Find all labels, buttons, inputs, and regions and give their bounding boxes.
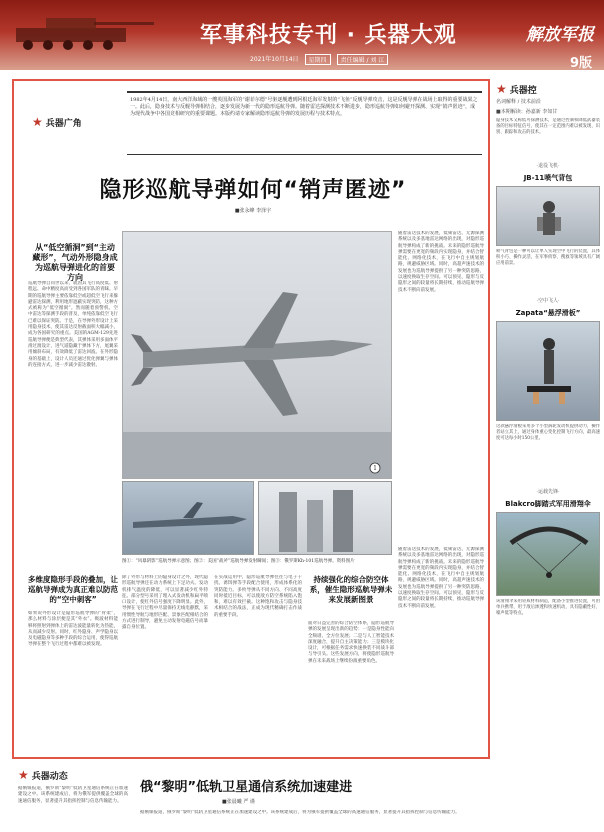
main-article: [12, 79, 490, 759]
lead-subheading: 从“低空循洞”到“主动藏形”，气动外形隐身成为巡航导弹进化的首要方向: [32, 243, 118, 282]
section-label: [32, 115, 82, 129]
sidebar: [496, 82, 600, 832]
bottom-section-label-text: 兵器动态: [31, 771, 68, 782]
paraglider-photo: [496, 512, 600, 596]
sidebar-title-3: Blakcro脚踏式军用滑翔伞: [505, 500, 591, 508]
missile-photo-3: [258, 481, 392, 555]
missile-illustration: [123, 232, 392, 479]
bottom-text: 据俄媒报道，俄罗斯“黎明”低轨卫星通信系统正在加速建设之中。该系统建成后，将为俄军提供覆盖全球的高速通信服务，显著提升其指挥控制与信息传输能力。: [18, 786, 128, 804]
page-header: [0, 0, 604, 70]
subheading-3: 持续强化的综合防空体系，催生隐形巡航导弹未来发展新图景: [309, 575, 393, 604]
sidebar-kicker-1: ·退役飞机·: [536, 163, 560, 169]
issue-date: 2021年10月14日: [250, 56, 299, 63]
article-column-4: 随着雷达技术的发展，低频雷达、无源探测系统以及多基地雷达网络的出现，对隐形巡航导弹构成了新的挑战。未来的隐形巡航导弹需要在更宽的频段内实现隐身，并结合智能化、网络化技术，在飞行中自主规划航路，规避威胁区域。同时，高超声速技术的发展也为巡航导弹提供了另一种突防思路，以速度换取生存空间。可以预见，隐形与反隐形之间的较量将长期持续，推动巡航导弹技术不断向前发展。: [398, 231, 484, 293]
jetpack-photo: [496, 186, 600, 246]
article-column-5: 面对日益完善的综合防空体系，隐形巡航导弹的发展呈现出新的趋势：一是隐身性能向全频谱、全方位发展；二是与人工智能技术深度融合，提升自主决策能力；三是模块化设计，可根据任务需求快速换装不同战斗部与导引头。这些发展方向，将使隐形巡航导弹在未来战场上继续扮演重要角色。: [308, 621, 394, 664]
subheading-2: 多维度隐形手段的叠加，让巡航导弹成为真正难以防范的“空中刺客”: [28, 575, 118, 604]
article-column-1b: 如果说外形设计是隐形巡航导弹的“骨架”，那么材料与涂层便是其“外衣”。吸波材料能够将照射到弹体上的雷达波能量转化为热能，从而减少反射。同时，红外隐身、声学隐身以及电磁隐身等多种手段的综合运用，使得巡航导弹在整个飞行过程中都难以被发现。: [28, 611, 118, 648]
sidebar-label: [496, 82, 600, 96]
photo-caption: 图①：“风暴阴影”巡航导弹示意图；图②：美国“战斧”巡航导弹发射瞬间；图③：俄罗斯Kh-101巡航导弹。资料图片: [122, 559, 355, 564]
bottom-section-label: [18, 768, 68, 782]
svg-text:1: 1: [373, 465, 377, 472]
star-icon: ★: [18, 768, 29, 782]
bottom-article: [12, 766, 490, 832]
issue-weekday: 星期四: [305, 54, 331, 65]
sidebar-label-text: 兵器控: [509, 85, 537, 96]
sidebar-title-1: JB-11喷气背包: [523, 174, 573, 182]
article-headline: 隐形巡航导弹如何“销声匿迹”: [99, 178, 407, 203]
issue-editor: 责任编辑 / 刘 江: [337, 54, 389, 65]
sidebar-kicker-3: ·运载先锋·: [536, 489, 560, 495]
section-title: 军事科技专刊 · 兵器大观: [200, 23, 457, 48]
missile-photo-2: [122, 481, 254, 555]
sidebar-text-3: 该滑翔伞采用轻质材料制造，配备小型推进装置，可由单兵携带，用于敌后渗透和快速机动，具有隐蔽性好、噪声低等特点。: [496, 599, 600, 616]
section-label-text: 兵器广角: [45, 118, 82, 129]
sidebar-subtitle: 名词解释 / 技术前沿: [496, 99, 541, 105]
sidebar-kicker-2: ·空中飞人·: [536, 298, 560, 304]
article-byline: ■张永峰 李泽宇: [234, 208, 272, 214]
bottom-text-2: 据俄媒报道，俄罗斯“黎明”低轨卫星通信系统正在加速建设之中。该系统建成后，将为俄军提供覆盖全球的高速通信服务，显著提升其指挥控制与信息传输能力。: [140, 810, 460, 815]
article-column-3: 在实战运用中，隐形巡航导弹往往与电子干扰、诱饵弹等手段配合使用，形成体系化的突防能力。多枚导弹从不同方向、不同高度同时抵近目标，可以使敌方防空系统陷入饱和，难以有效拦截。这种饱和攻击与隐身技术相结合的战法，正成为现代精确打击作战的重要手段。: [214, 575, 302, 618]
flyboard-photo: [496, 321, 600, 421]
article-column-1: 巡航导弹自问世以来，就因其飞行高度低、射程远、命中精度高而受到各国军队的青睐。早期的巡航导弹主要依靠低空或超低空飞行来躲避雷达探测，利用地形遮蔽实现突防，这种方式被称为“低空循洞”。然而随着预警机、空中雷达等探测手段的普及，单纯依靠低空飞行已难以保证突防。于是，在导弹外形设计上采用隐身技术，使其雷达反射截面积大幅减小，成为各国研究的重点。美国的AGM-129先进巡航导弹便是典型代表，其弹体采用多面体平滑过渡设计，进气道隐藏于弹体下方，尾翼采用倾斜布局，有效降低了雷达回波。在外形隐身的基础上，设计人员还通过优化弹翼与弹体的连接方式，进一步减少雷达散射。: [28, 281, 118, 368]
tank-illustration: [6, 2, 166, 54]
issue-meta: [250, 54, 388, 65]
newspaper-brand: 解放军报: [526, 25, 594, 45]
missile-photo-main: [122, 231, 392, 479]
star-icon: ★: [496, 82, 507, 96]
bottom-byline: ■张晨曦 严 谨: [222, 799, 255, 805]
sidebar-intro: 隐身技术又称低可探测技术，是通过控制和降低武器装备的目标特征信号，使其在一定范围内难以被发现、识别、跟踪和攻击的技术。: [496, 118, 600, 135]
article-intro: 1982年4月14日，南大西洋海域的一艘英国海军的“谢菲尔德”号驱逐舰遭到阿根廷海军发射的“飞鱼”反舰导弹攻击，这是反舰导弹在战场上取得的重要战果之一。此后，隐身技术与反舰导弹相结合，逐步发展为新一代的隐形巡航导弹。随着雷达探测技术不断进步，隐形巡航导弹如何避开探测、实现“销声匿迹”，成为现代战争中各国竞相研究的重要课题。本版约请专家解读隐形巡航导弹的发展历程与技术特点。: [127, 91, 482, 155]
sidebar-title-2: Zapata“悬浮滑板”: [515, 309, 581, 317]
star-icon: ★: [32, 115, 43, 129]
sidebar-text-2: 这款悬浮滑板采用多个小型涡轮发动机提供动力，操作者站立其上，通过身体重心变化控制飞行方向，最高速度可达每小时150公里。: [496, 424, 600, 441]
sidebar-text-1: 喷气背包是一种可以让单人实现空中飞行的装置，其体积小巧、操作灵活，在军事侦察、搜救等领域具有广阔应用前景。: [496, 249, 600, 266]
sidebar-byline: ■本期解读：孙嘉新 李如甘: [496, 109, 558, 115]
article-column-6: 随着雷达技术的发展，低频雷达、无源探测系统以及多基地雷达网络的出现，对隐形巡航导弹构成了新的挑战。未来的隐形巡航导弹需要在更宽的频段内实现隐身，并结合智能化、网络化技术，在飞行中自主规划航路，规避威胁区域。同时，高超声速技术的发展也为巡航导弹提供了另一种突防思路，以速度换取生存空间。可以预见，隐形与反隐形之间的较量将长期持续，推动巡航导弹技术不断向前发展。: [398, 547, 484, 609]
page-number: 9版: [569, 56, 592, 70]
bottom-headline: 俄“黎明”低轨卫星通信系统加速建进: [140, 780, 353, 795]
article-column-2: 除了外形与材料上的隐身设计之外，现代隐形巡航导弹还在动力系统上下足功夫。发动机排气温度的降低，可以显著减少红外特征。部分型号采用了埋入式发动机和扁平喷口设计，使红外信号强度下降明显。此外，导弹在飞行过程中尽量保持无线电静默，采用惯性导航与地形匹配、景象匹配相结合的方式进行制导，避免主动发射电磁信号而暴露自身位置。: [122, 575, 208, 631]
